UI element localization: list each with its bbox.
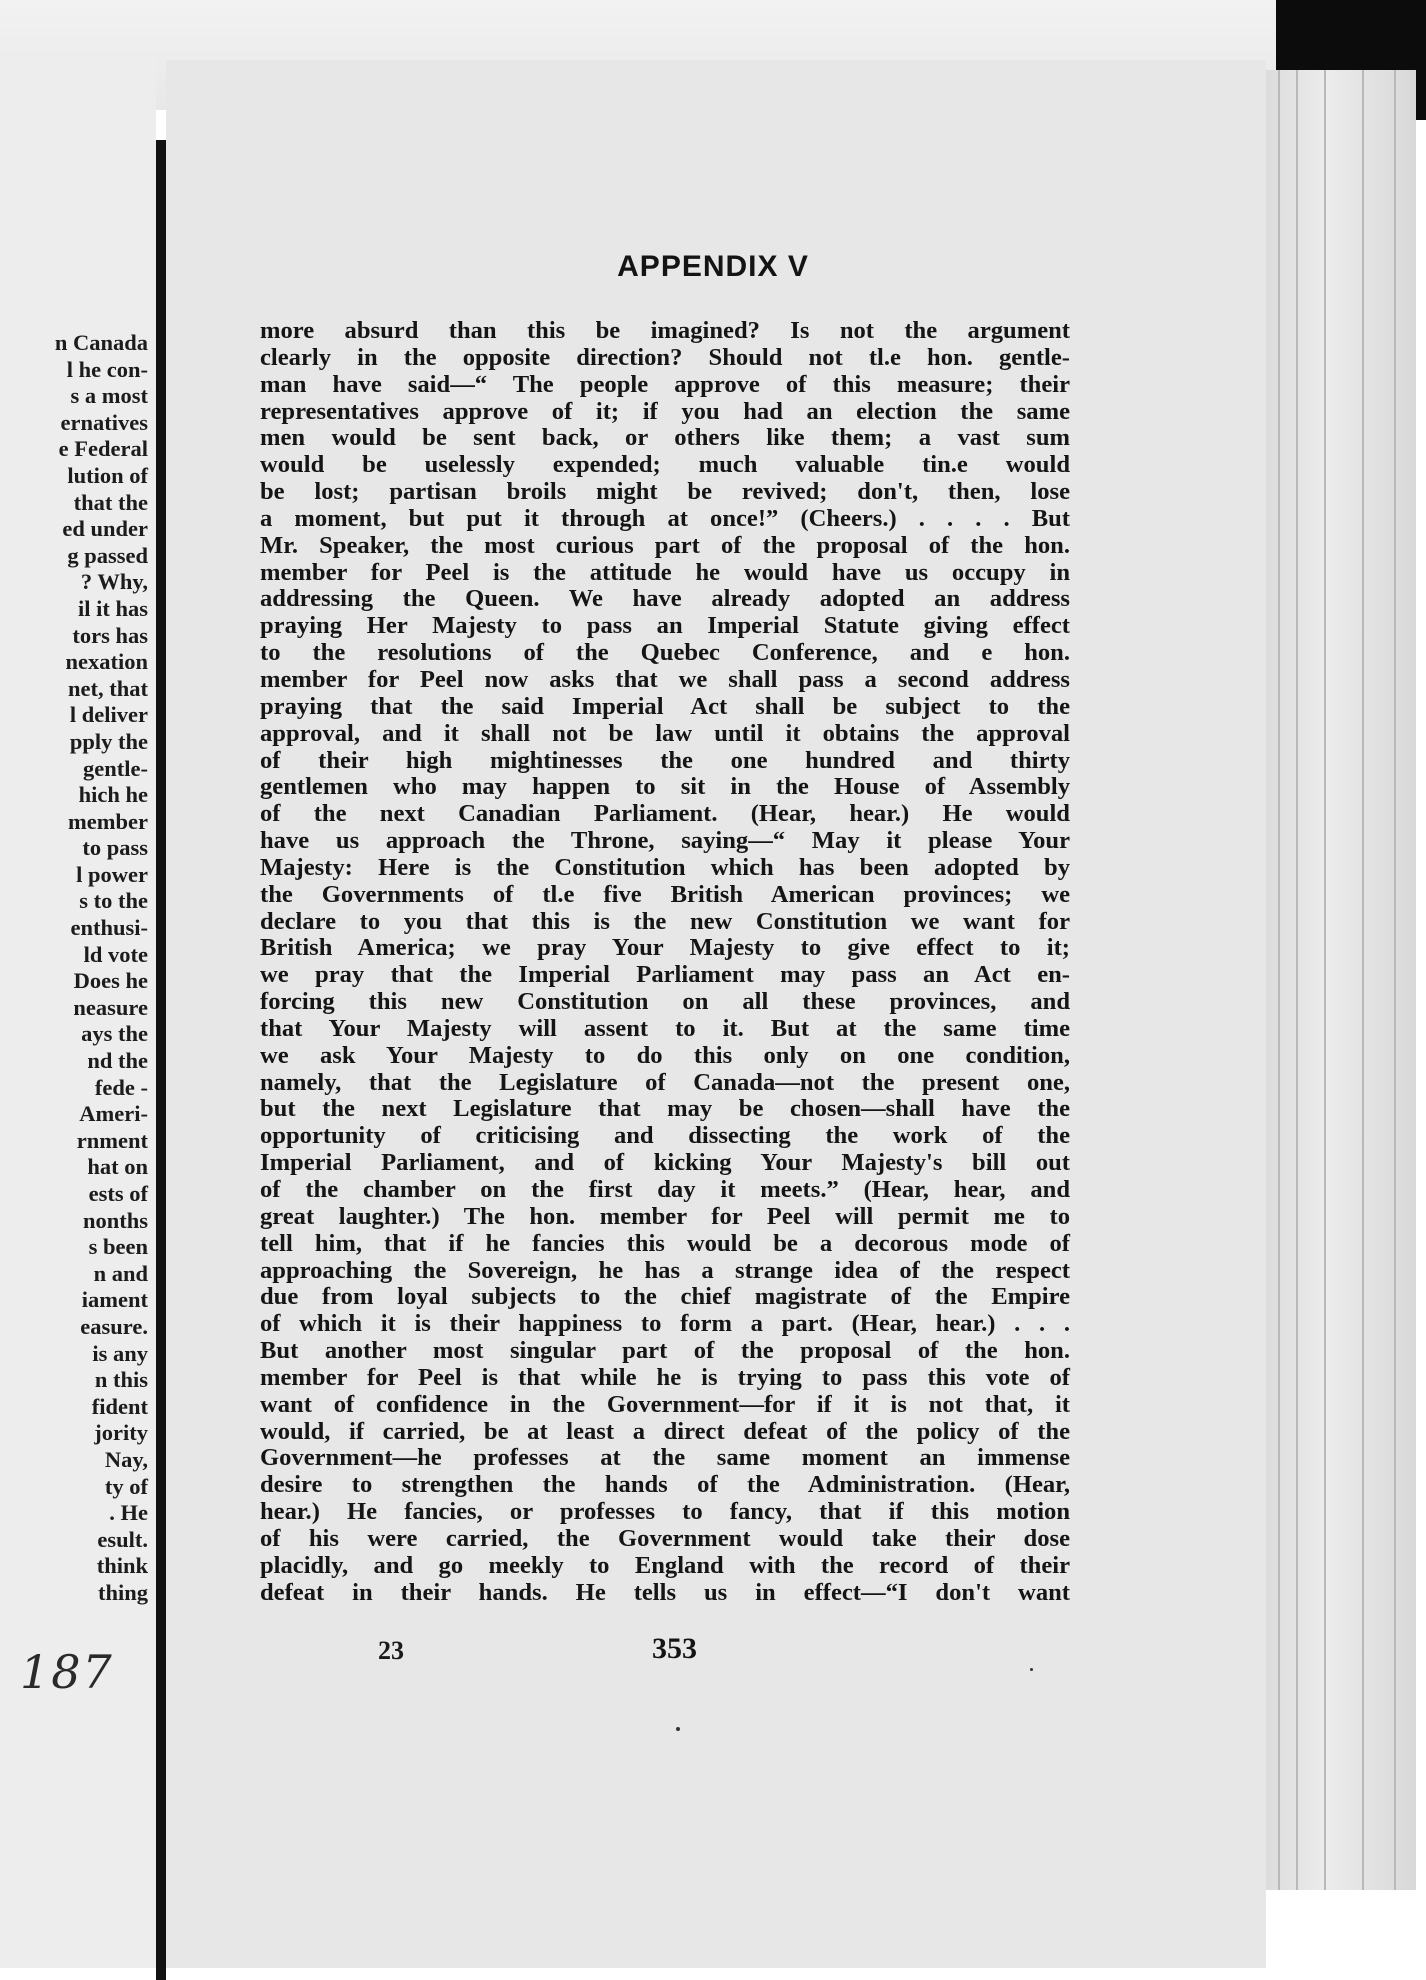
left-page-line: is any bbox=[92, 1340, 148, 1366]
left-page-line: Does he bbox=[73, 968, 148, 994]
body-line: Government—he professes at the same moment an immense bbox=[260, 1444, 1070, 1472]
left-page-line: rnment bbox=[76, 1127, 148, 1153]
body-line: British America; we pray Your Majesty to give effect to it; bbox=[260, 934, 1070, 962]
body-line: opportunity of criticising and dissecting the work of the bbox=[260, 1122, 1070, 1150]
left-page-line: fede - bbox=[94, 1074, 148, 1100]
body-line: Majesty: Here is the Constitution which has been adopted by bbox=[260, 853, 1070, 881]
body-line: placidly, and go meekly to England with the record of their bbox=[260, 1551, 1070, 1579]
left-page-line: esult. bbox=[97, 1526, 148, 1552]
body-line: great laughter.) The hon. member for Peel will permit me to bbox=[260, 1202, 1070, 1230]
left-page-line: e Federal bbox=[58, 436, 148, 462]
left-page-line: l he con- bbox=[66, 356, 148, 382]
left-page-line: enthusi- bbox=[70, 915, 148, 941]
left-page-line: lution of bbox=[67, 462, 148, 488]
left-page-line: tors has bbox=[72, 622, 148, 648]
left-page-line: Nay, bbox=[104, 1446, 148, 1472]
left-page-line: member bbox=[68, 808, 148, 834]
body-line: men would be sent back, or others like them; a vast sum bbox=[260, 424, 1070, 452]
body-line: more absurd than this be imagined? Is not the argument bbox=[260, 317, 1070, 344]
body-line: desire to strengthen the hands of the Administration. (Hear, bbox=[260, 1471, 1070, 1499]
body-line: of the chamber on the first day it meets.” (Hear, hear, and bbox=[260, 1176, 1070, 1203]
left-page-line: easure. bbox=[80, 1313, 148, 1339]
signature-mark: 23 bbox=[378, 1636, 404, 1665]
left-page-line: think bbox=[96, 1553, 148, 1579]
left-page-line: nexation bbox=[65, 649, 148, 675]
page-stack-edge bbox=[1266, 70, 1416, 1890]
body-line: the Governments of tl.e five British American provinces; we bbox=[260, 880, 1070, 908]
left-page-line: ests of bbox=[88, 1181, 148, 1206]
body-line: a moment, but put it through at once!” (Cheers.) . . . . But bbox=[260, 504, 1070, 532]
body-line: be lost; partisan broils might be revived; don't, then, lose bbox=[260, 478, 1070, 506]
left-page-line: g passed bbox=[67, 542, 148, 568]
body-line: Imperial Parliament, and of kicking Your Majesty's bill out bbox=[260, 1149, 1070, 1177]
body-line: member for Peel is the attitude he would have us occupy in bbox=[260, 558, 1070, 586]
body-line: addressing the Queen. We have already adopted an address bbox=[260, 585, 1070, 613]
left-page-line: hich he bbox=[78, 782, 148, 808]
left-page-line: n this bbox=[94, 1367, 148, 1393]
body-line: Mr. Speaker, the most curious part of the proposal of the hon. bbox=[260, 531, 1070, 559]
body-line: hear.) He fancies, or professes to fancy, that if this motion bbox=[260, 1498, 1070, 1526]
body-line: gentlemen who may happen to sit in the House of Assembly bbox=[260, 773, 1070, 801]
left-page-line: to pass bbox=[82, 835, 148, 861]
body-line: defeat in their hands. He tells us in effect—“I don't want bbox=[260, 1578, 1070, 1606]
left-page-line: thing bbox=[97, 1579, 148, 1605]
body-line: due from loyal subjects to the chief magistrate of the Empire bbox=[260, 1283, 1070, 1311]
left-page-line: net, that bbox=[68, 675, 148, 701]
scan-speck bbox=[676, 1727, 680, 1731]
left-page-line: l power bbox=[76, 861, 148, 887]
body-line: would, if carried, be at least a direct defeat of the policy of the bbox=[260, 1417, 1070, 1445]
book-gutter-shadow bbox=[156, 140, 166, 1980]
left-page-line: jority bbox=[94, 1420, 148, 1446]
left-page-line: ty of bbox=[104, 1473, 148, 1499]
body-line: representatives approve of it; if you had an election the same bbox=[260, 397, 1070, 425]
left-page-line: pply the bbox=[69, 728, 148, 754]
running-head: APPENDIX V bbox=[617, 250, 809, 283]
body-line: would be uselessly expended; much valuable tin.e would bbox=[260, 451, 1070, 479]
body-line: of their high mightinesses the one hundred and thirty bbox=[260, 746, 1070, 774]
left-page-line: il it has bbox=[77, 595, 148, 621]
left-page-text bbox=[0, 330, 148, 1607]
left-page-line: n Canada bbox=[54, 330, 148, 355]
body-line: But another most singular part of the proposal of the hon. bbox=[260, 1337, 1070, 1365]
left-page-line: nonths bbox=[82, 1207, 148, 1233]
left-page-line: n and bbox=[93, 1260, 148, 1286]
left-page-line: s been bbox=[88, 1234, 148, 1260]
body-line: member for Peel is that while he is trying to pass this vote of bbox=[260, 1363, 1070, 1391]
body-line: but the next Legislature that may be chosen—shall have the bbox=[260, 1095, 1070, 1123]
body-line: to the resolutions of the Quebec Conference, and e hon. bbox=[260, 639, 1070, 667]
body-line: clearly in the opposite direction? Should not tl.e hon. gentle- bbox=[260, 343, 1070, 371]
body-line: of the next Canadian Parliament. (Hear, hear.) He would bbox=[260, 800, 1070, 828]
body-line: man have said—“ The people approve of this measure; their bbox=[260, 370, 1070, 398]
body-line: we pray that the Imperial Parliament may pass an Act en- bbox=[260, 961, 1070, 989]
left-page-line: Ameri- bbox=[79, 1101, 148, 1127]
left-page-line: s to the bbox=[79, 888, 148, 914]
left-page-line: nd the bbox=[87, 1048, 148, 1074]
left-page-line: gentle- bbox=[83, 755, 148, 781]
body-line: member for Peel now asks that we shall pass a second address bbox=[260, 665, 1070, 693]
body-line: want of confidence in the Government—for if it is not that, it bbox=[260, 1390, 1070, 1418]
left-page-line: ays the bbox=[81, 1021, 148, 1047]
left-page-line: s a most bbox=[70, 383, 148, 409]
body-line: tell him, that if he fancies this would be a decorous mode of bbox=[260, 1229, 1070, 1257]
left-page-line: ld vote bbox=[83, 941, 148, 967]
left-page-line: fident bbox=[91, 1393, 148, 1419]
page-number: 353 bbox=[652, 1632, 697, 1665]
left-page-line: iament bbox=[81, 1287, 148, 1313]
left-page-line: ? Why, bbox=[80, 569, 148, 595]
scan-speck bbox=[1030, 1668, 1033, 1671]
left-page-line: . He bbox=[109, 1500, 148, 1526]
body-line: praying Her Majesty to pass an Imperial Statute giving effect bbox=[260, 612, 1070, 640]
body-line: approaching the Sovereign, he has a strange idea of the respect bbox=[260, 1256, 1070, 1284]
left-page-line: l deliver bbox=[69, 702, 148, 728]
body-line: forcing this new Constitution on all these provinces, and bbox=[260, 988, 1070, 1016]
body-line: have us approach the Throne, saying—“ May it please Your bbox=[260, 827, 1070, 855]
left-page-line: ed under bbox=[62, 516, 148, 542]
body-line: of which it is their happiness to form a part. (Hear, hear.) . . . bbox=[260, 1310, 1070, 1338]
body-line: of his were carried, the Government would take their dose bbox=[260, 1524, 1070, 1552]
left-page-line: ernatives bbox=[60, 409, 148, 435]
left-page-line: that the bbox=[73, 489, 148, 515]
body-line: praying that the said Imperial Act shall be subject to the bbox=[260, 692, 1070, 720]
body-line: approval, and it shall not be law until it obtains the approval bbox=[260, 719, 1070, 747]
body-line: namely, that the Legislature of Canada—not the present one, bbox=[260, 1068, 1070, 1096]
body-line: we ask Your Majesty to do this only on one condition, bbox=[260, 1041, 1070, 1069]
body-line: declare to you that this is the new Constitution we want for bbox=[260, 907, 1070, 935]
left-page-line: hat on bbox=[87, 1154, 148, 1180]
body-text bbox=[260, 318, 1070, 1607]
body-line: that Your Majesty will assent to it. But at the same time bbox=[260, 1014, 1070, 1042]
left-page-line: neasure bbox=[73, 994, 148, 1020]
handwritten-note: 187 bbox=[20, 1645, 114, 1699]
